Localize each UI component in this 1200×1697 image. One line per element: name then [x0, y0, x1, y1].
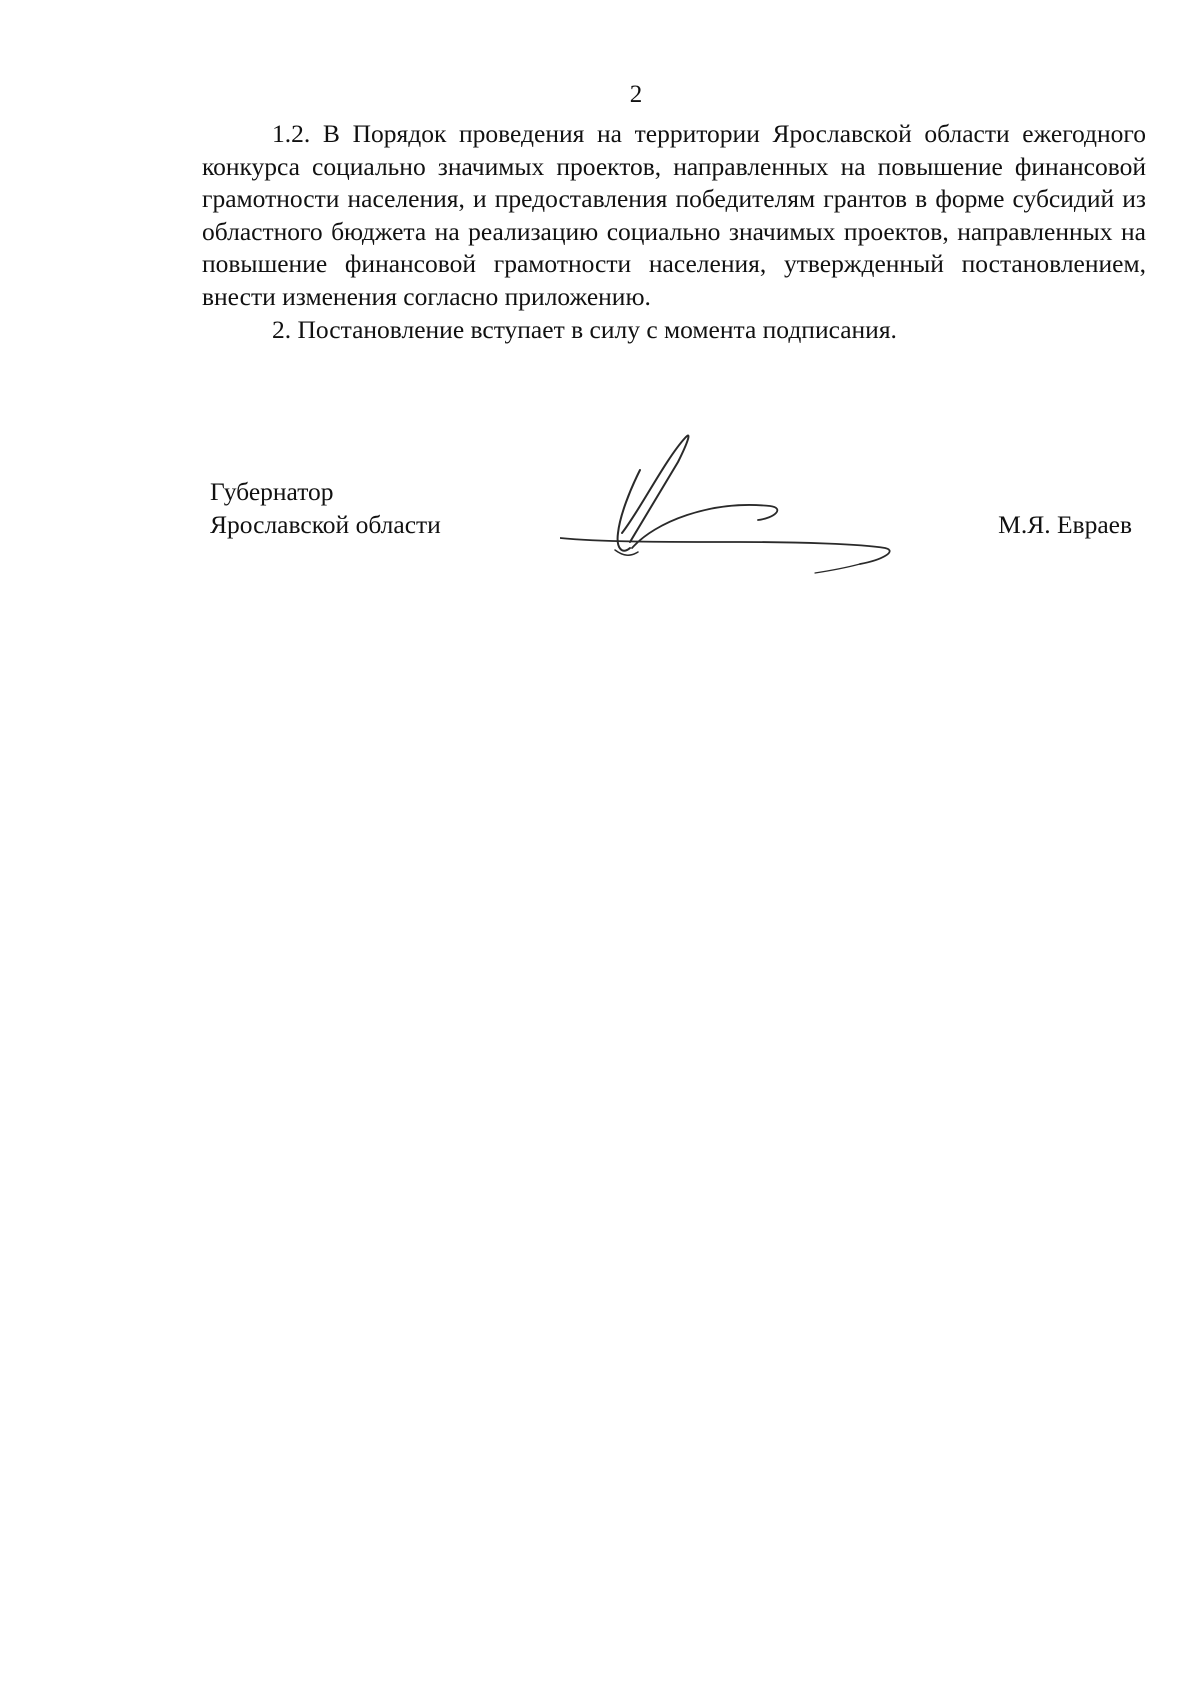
- signatory-title-line-1: Губернатор: [210, 477, 334, 506]
- handwritten-signature: [560, 430, 940, 600]
- paragraph-1-2: 1.2. В Порядок проведения на территории Ярославской области ежегодного конкурса социально значимых проектов, направленных на повышение финансовой грамотности населения, и предоставления победителям грантов в форме субсидий из областного бюджета на реализацию социально значимых проектов, направленных на повышение финансовой грамотности населения, утвержденный постановлением, внести изменения согласно приложению.: [202, 119, 1146, 311]
- signatory-title: [210, 476, 441, 541]
- document-body: [202, 118, 1146, 346]
- signatory-name: М.Я. Евраев: [998, 509, 1132, 539]
- page-number: 2: [629, 81, 643, 108]
- signatory-title-line-2: Ярославской области: [210, 509, 441, 539]
- paragraph-2: 2. Постановление вступает в силу с момента подписания.: [272, 314, 897, 344]
